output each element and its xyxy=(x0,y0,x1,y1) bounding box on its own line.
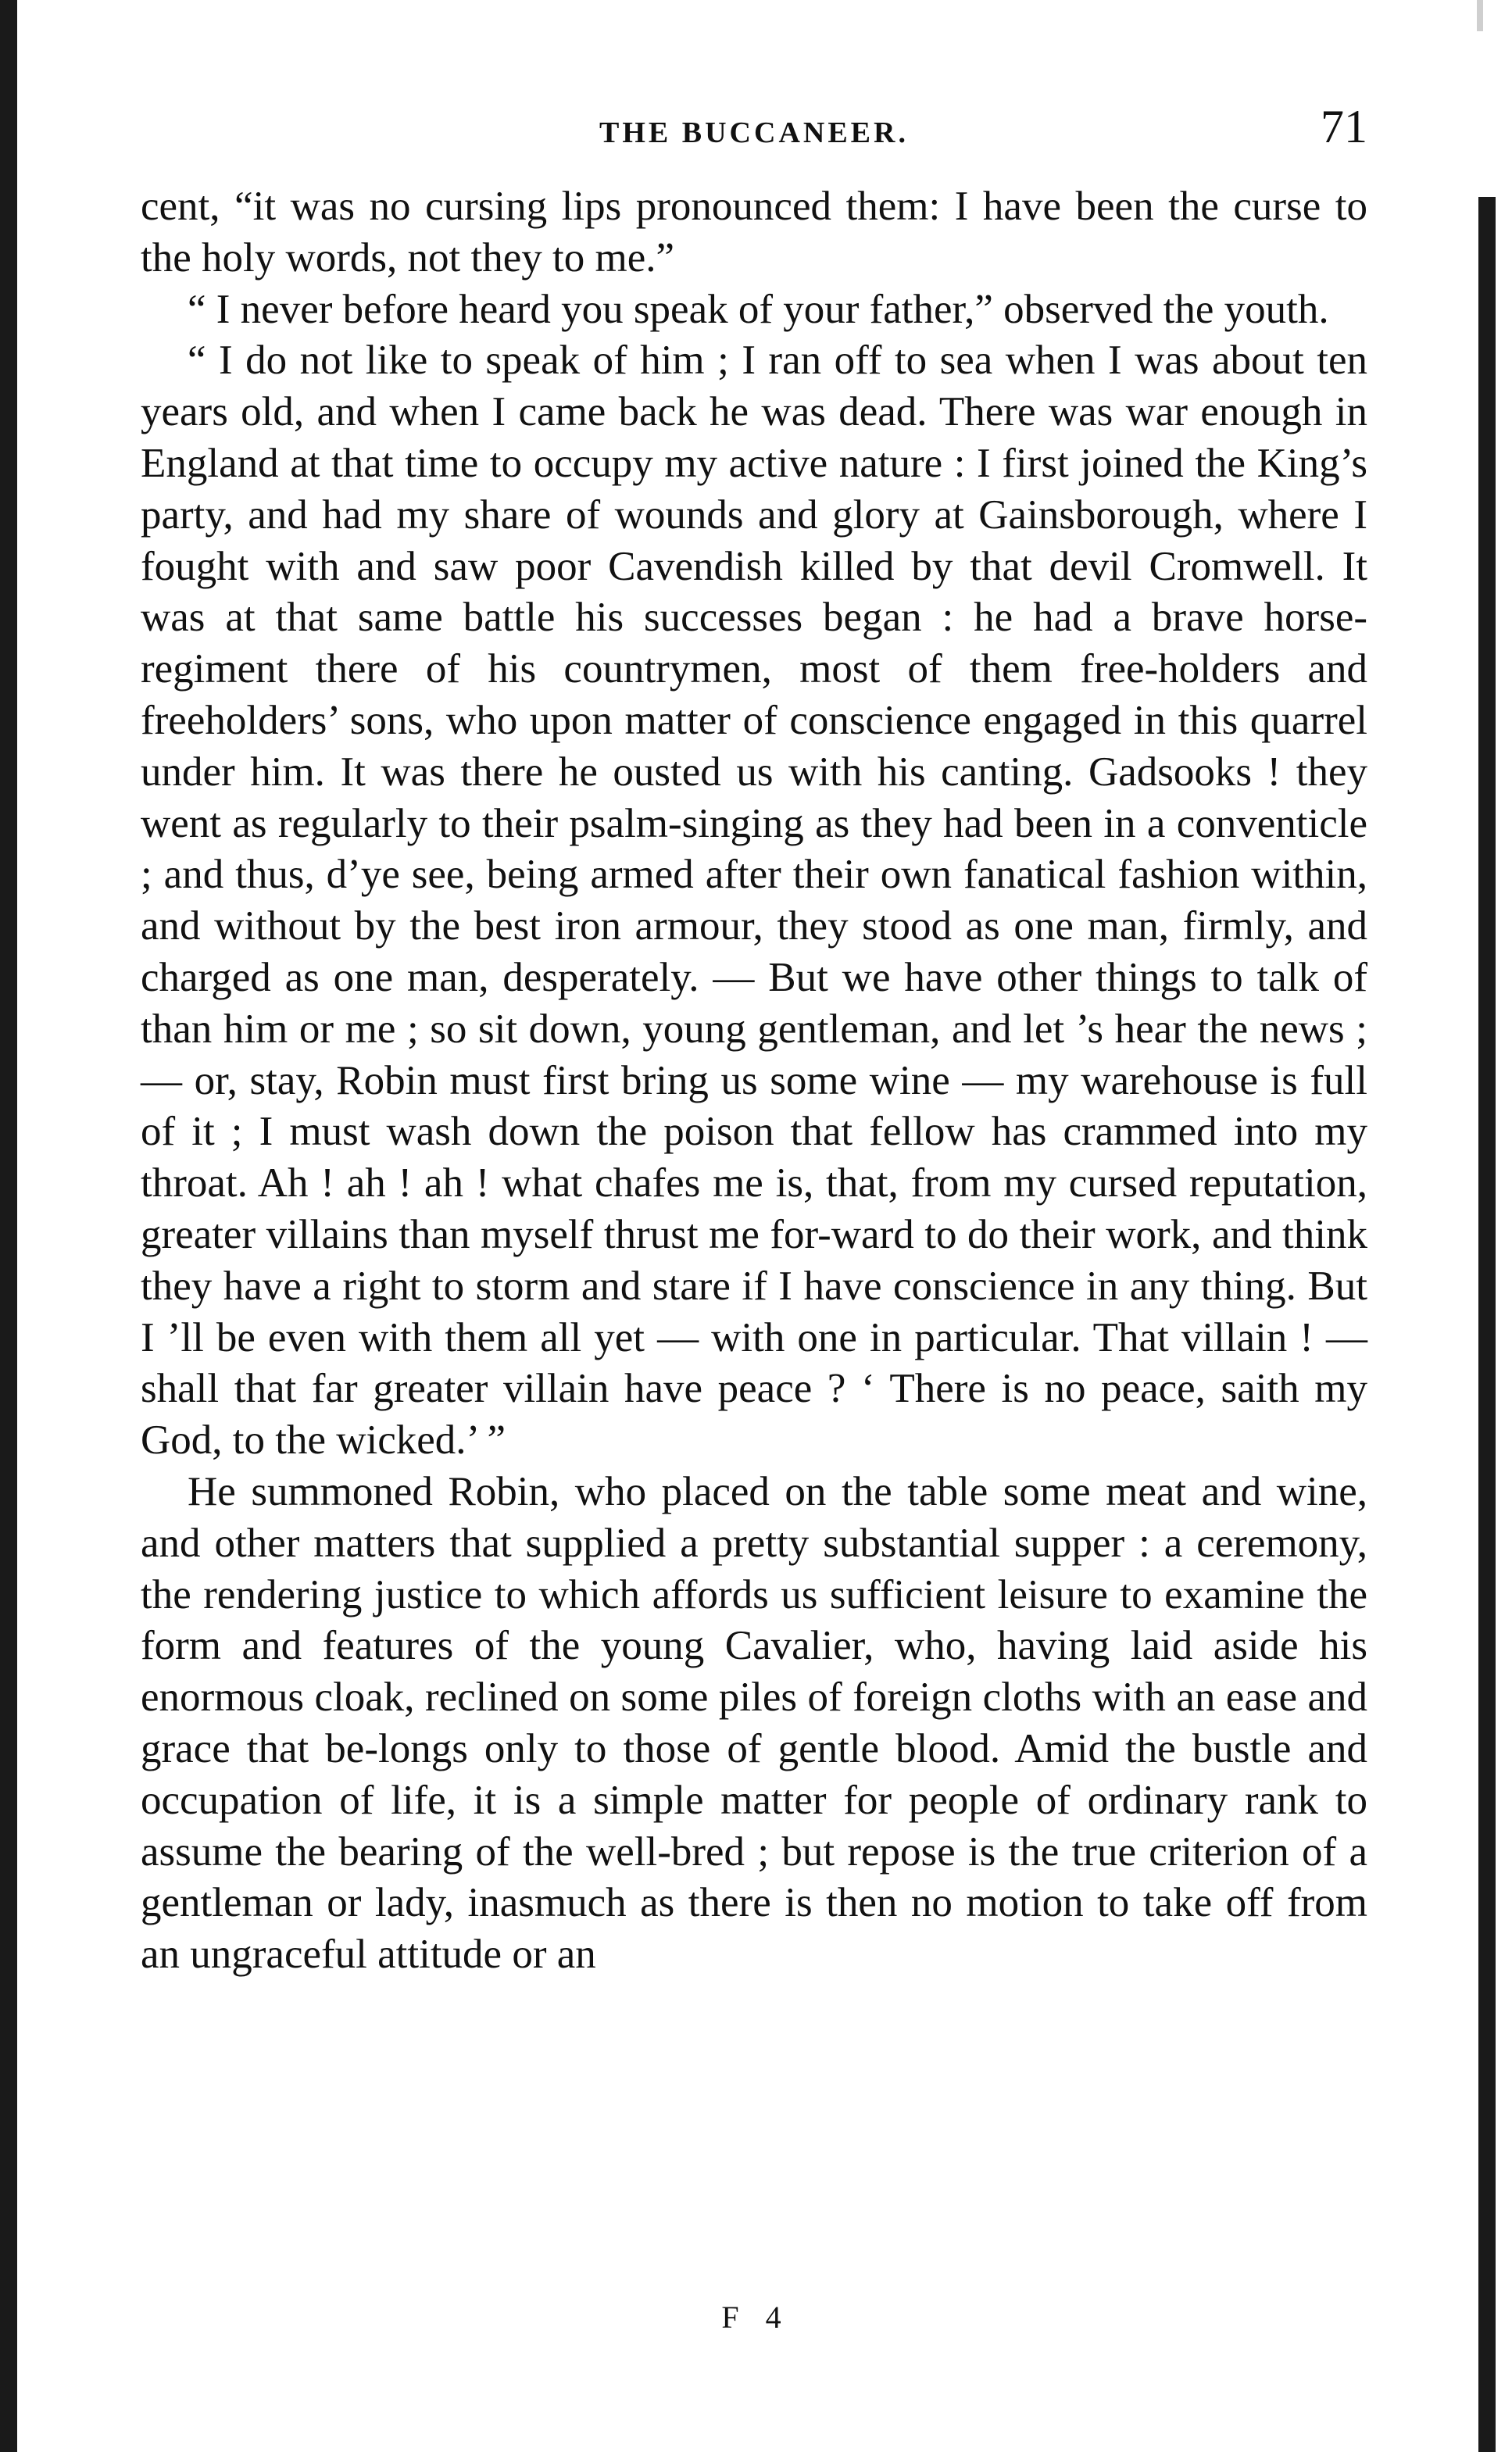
page-edge-shadow-right xyxy=(1478,197,1496,2452)
paragraph-2: “ I never before heard you speak of your father,” observed the youth. xyxy=(188,286,1329,332)
paragraph-3: “ I do not like to speak of him ; I ran off to sea when I was about ten years old, and when I came back he was dead. There was war enough in England at that time to occupy my active nature : I first joined the King’s party, and had my share of wounds and glory at Gainsborough, where I fought with and saw poor Cavendish killed by that devil Cromwell. It was at that same battle his successes began : he had a brave horse-regiment there of his countrymen, most of them free-holders and freeholders’ sons, who upon matter of conscience engaged in this quarrel under him. It was there he ousted us with his canting. Gadsooks ! they went as regularly to their psalm-singing as they had been in a conventicle ; and thus, d’ye see, being armed after their own fanatical fashion within, and without by the best iron armour, they stood as one man, firmly, and charged as one man, desperately. — But we have other things to talk of than him or me ; so sit down, young gentleman, and let ’s hear the news ; — or, stay, Robin must first bring us some wine — my warehouse is full of it ; I must wash down the poison that fellow has crammed into my throat. Ah ! ah ! ah ! what chafes me is, that, from my cursed reputation, greater villains than myself thrust me for-ward to do their work, and think they have a right to storm and stare if I have conscience in any thing. But I ’ll be even with them all yet — with one in particular. That villain ! — shall that far greater villain have peace ? ‘ There is no peace, saith my God, to the wicked.’ ” xyxy=(141,338,1367,1464)
page-header xyxy=(141,94,1367,164)
running-title: THE BUCCANEER. xyxy=(599,116,909,149)
page-edge-mark-top-right xyxy=(1477,0,1483,31)
signature-mark: F 4 xyxy=(721,2300,791,2335)
page-number: 71 xyxy=(1321,101,1367,152)
paragraph-4: He summoned Robin, who placed on the table some meat and wine, and other matters that supplied a pretty substantial supper : a ceremony, the rendering justice to which affords us sufficient leisure to examine the form and features of the young Cavalier, who, having laid aside his enormous cloak, reclined on some piles of foreign cloths with an ease and grace that be-longs only to those of gentle blood. Amid the bustle and occupation of life, it is a simple matter for people of ordinary rank to assume the bearing of the well-bred ; but repose is the true criterion of a gentleman or lady, inasmuch as there is then no motion to take off from an ungraceful attitude or an xyxy=(141,1468,1367,1978)
paragraph-1: cent, “it was no cursing lips pronounced them: I have been the curse to the holy words, not they to me.” xyxy=(141,184,1367,281)
page-edge-shadow-left xyxy=(0,0,17,2452)
body-text xyxy=(141,181,1367,1981)
